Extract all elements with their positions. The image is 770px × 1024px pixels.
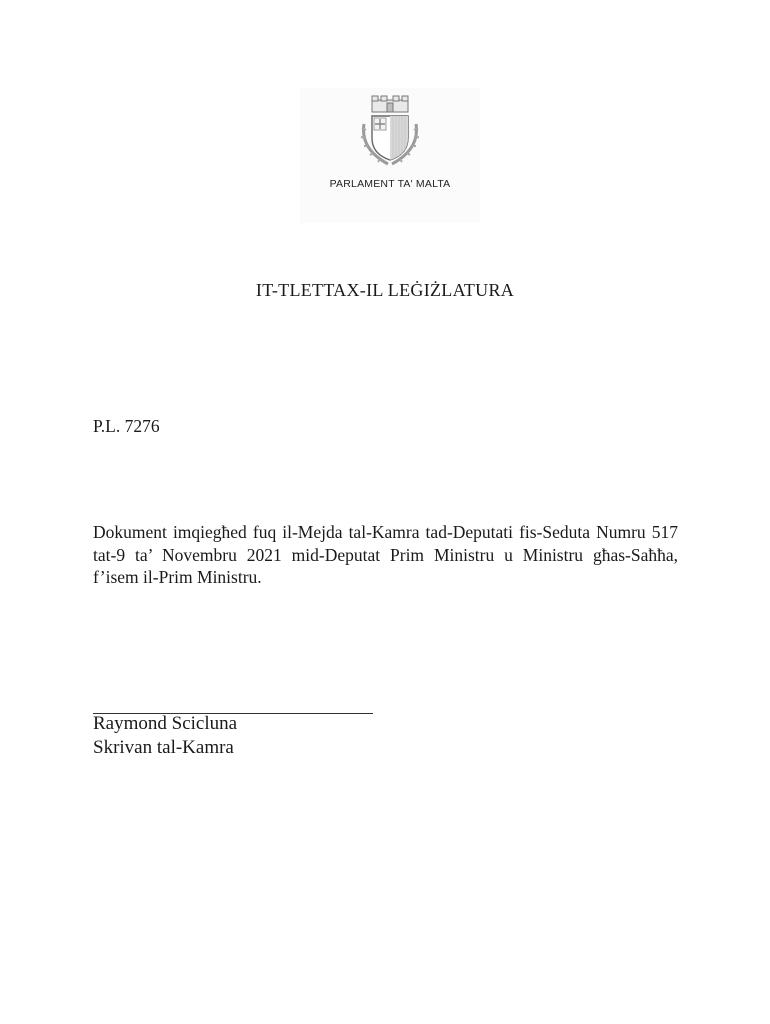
- coat-of-arms-icon: [350, 94, 430, 174]
- signatory-title: Skrivan tal-Kamra: [93, 737, 234, 758]
- signatory-name: Raymond Scicluna: [93, 713, 238, 734]
- document-reference: P.L. 7276: [93, 416, 160, 436]
- legislature-heading: IT-TLETTAX-IL LEĠIŻLATURA: [255, 280, 515, 300]
- document-body: Dokument imqiegħed fuq il-Mejda tal-Kamra tad-Deputati fis-Seduta Numru 517 tat-9 ta’ Novembru 2021 mid-Deputat Prim Ministru u Ministru għas-Saħħa, f’isem il-Prim Ministru.: [93, 522, 678, 587]
- parliament-logo: [300, 88, 480, 223]
- logo-caption: PARLAMENT TA' MALTA: [329, 178, 451, 190]
